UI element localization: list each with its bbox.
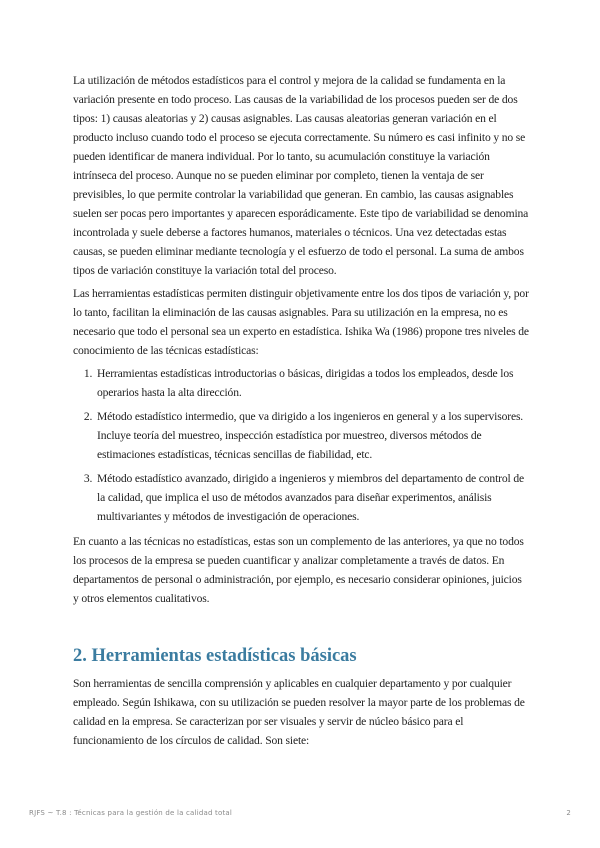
document-body — [73, 71, 529, 754]
page-footer — [29, 809, 571, 817]
intro-paragraph-tools: Las herramientas estadísticas permiten distinguir objetivamente entre los dos tipos de variación y, por lo tanto, facilitan la eliminación de las causas asignables. Para su utilización en la empresa, no es necesario que todo el personal sea un experto en estadística. Ishika Wa (1986) propone tres niveles de conocimiento de las técnicas estadísticas: — [73, 287, 529, 357]
intro-paragraph-variation: La utilización de métodos estadísticos para el control y mejora de la calidad se fundamenta en la variación presente en todo proceso. Las causas de la variabilidad de los procesos pueden ser de dos tipos: 1) causas aleatorias y 2) causas asignables. Las causas aleatorias generan variación en el producto incluso cuando todo el proceso se ejecuta correctamente. Su número es casi infinito y no se pueden identificar de manera individual. Por lo tanto, su acumulación constituye la variación intrínseca del proceso. Aunque no se pueden eliminar por completo, tienen la ventaja de ser previsibles, lo que permite controlar la variabilidad que generan. En cambio, las causas asignables suelen ser pocas pero importantes y aparecen esporádicamente. Este tipo de variabilidad se denomina incontrolada y suele deberse a factores humanos, materiales o técnicos. Una vez detectadas estas causas, se pueden eliminar mediante tecnología y el esfuerzo de todo el personal. La suma de ambos tipos de variación constituye la variación total del proceso. — [73, 74, 529, 277]
non-statistical-paragraph: En cuanto a las técnicas no estadísticas, estas son un complemento de las anteriores, ya que no todos los procesos de la empresa se pueden cuantificar y analizar completamente a través de datos. En departamentos de personal o administración, por ejemplo, es necesario considerar opiniones, juicios y otros elementos cualitativos. — [73, 535, 524, 605]
list-item: 1. Herramientas estadísticas introductorias o básicas, dirigidas a todos los empleados, desde los operarios hasta la alta dirección. — [95, 364, 529, 402]
knowledge-levels-list — [73, 364, 529, 526]
page-number: 2 — [566, 809, 571, 817]
footer-title: RJFS ~ T.8 : Técnicas para la gestión de la calidad total — [29, 809, 233, 817]
section-heading: 2. Herramientas estadísticas básicas — [73, 646, 357, 666]
list-item: 2. Método estadístico intermedio, que va dirigido a los ingenieros en general y a los supervisores. Incluye teoría del muestreo, inspección estadística por muestreo, diversos métodos de estimaciones estadísticas, técnicas sencillas de fiabilidad, etc. — [95, 407, 529, 464]
list-item: 3. Método estadístico avanzado, dirigido a ingenieros y miembros del departamento de control de la calidad, que implica el uso de métodos avanzados para diseñar experimentos, análisis multivariantes y métodos de investigación de operaciones. — [95, 469, 529, 526]
section-paragraph: Son herramientas de sencilla comprensión y aplicables en cualquier departamento y por cualquier empleado. Según Ishikawa, con su utilización se pueden resolver la mayor parte de los problemas de calidad en la empresa. Se caracterizan por ser visuales y servir de núcleo básico para el funcionamiento de los círculos de calidad. Son siete: — [73, 677, 525, 747]
